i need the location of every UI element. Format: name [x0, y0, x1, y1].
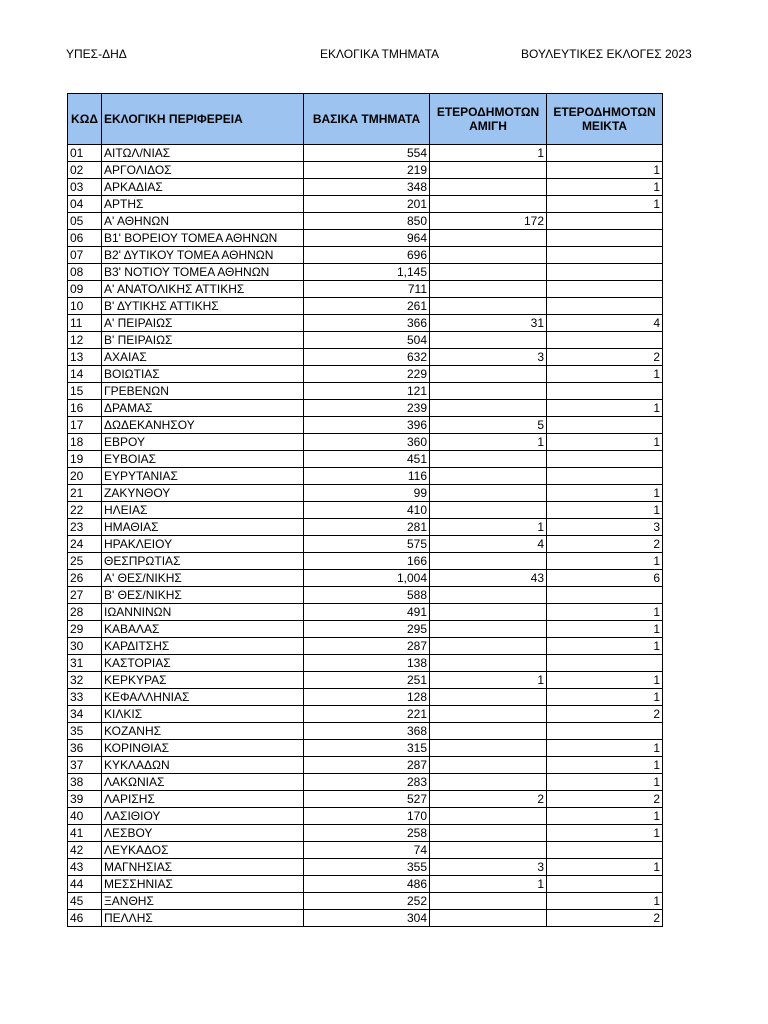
table-row — [68, 383, 663, 400]
basic-sections-cell: 201 — [304, 196, 430, 213]
header-non-resident-mixed: ΕΤΕΡΟΔΗΜΟΤΩΝ ΜΕΙΚΤΑ — [547, 94, 663, 145]
region-cell: Α' ΠΕΙΡΑΙΩΣ — [102, 315, 304, 332]
basic-sections-cell: 696 — [304, 247, 430, 264]
table-row — [68, 740, 663, 757]
region-cell: Β' ΘΕΣ/ΝΙΚΗΣ — [102, 587, 304, 604]
code-cell: 07 — [68, 247, 102, 264]
electoral-sections-table — [67, 93, 663, 927]
basic-sections-cell: 575 — [304, 536, 430, 553]
header-basic-sections: ΒΑΣΙΚΑ ΤΜΗΜΑΤΑ — [304, 94, 430, 145]
non-resident-pure-cell — [430, 587, 547, 604]
region-cell: ΗΛΕΙΑΣ — [102, 502, 304, 519]
non-resident-mixed-cell: 3 — [547, 519, 663, 536]
table-row — [68, 553, 663, 570]
table-row — [68, 451, 663, 468]
basic-sections-cell: 368 — [304, 723, 430, 740]
non-resident-mixed-cell — [547, 655, 663, 672]
basic-sections-cell: 588 — [304, 587, 430, 604]
non-resident-pure-cell — [430, 808, 547, 825]
table-row — [68, 706, 663, 723]
non-resident-mixed-cell — [547, 247, 663, 264]
non-resident-pure-cell — [430, 196, 547, 213]
non-resident-pure-cell: 5 — [430, 417, 547, 434]
region-cell: ΙΩΑΝΝΙΝΩΝ — [102, 604, 304, 621]
region-cell: ΗΜΑΘΙΑΣ — [102, 519, 304, 536]
basic-sections-cell: 396 — [304, 417, 430, 434]
region-cell: ΑΙΤΩΛ/ΝΙΑΣ — [102, 145, 304, 162]
basic-sections-cell: 850 — [304, 213, 430, 230]
region-cell: ΕΥΒΟΙΑΣ — [102, 451, 304, 468]
region-cell: ΚΟΡΙΝΘΙΑΣ — [102, 740, 304, 757]
non-resident-pure-cell: 1 — [430, 672, 547, 689]
code-cell: 42 — [68, 842, 102, 859]
region-cell: Β2' ΔΥΤΙΚΟΥ ΤΟΜΕΑ ΑΘΗΝΩΝ — [102, 247, 304, 264]
basic-sections-cell: 486 — [304, 876, 430, 893]
non-resident-pure-cell — [430, 451, 547, 468]
non-resident-pure-cell — [430, 655, 547, 672]
region-cell: Β' ΔΥΤΙΚΗΣ ΑΤΤΙΚΗΣ — [102, 298, 304, 315]
non-resident-mixed-cell — [547, 213, 663, 230]
table-row — [68, 859, 663, 876]
basic-sections-cell: 527 — [304, 791, 430, 808]
code-cell: 24 — [68, 536, 102, 553]
code-cell: 44 — [68, 876, 102, 893]
code-cell: 28 — [68, 604, 102, 621]
non-resident-pure-cell — [430, 264, 547, 281]
basic-sections-cell: 99 — [304, 485, 430, 502]
basic-sections-cell: 219 — [304, 162, 430, 179]
code-cell: 19 — [68, 451, 102, 468]
non-resident-mixed-cell: 1 — [547, 825, 663, 842]
non-resident-mixed-cell: 2 — [547, 349, 663, 366]
table-row — [68, 910, 663, 927]
non-resident-mixed-cell: 2 — [547, 706, 663, 723]
region-cell: ΑΡΓΟΛΙΔΟΣ — [102, 162, 304, 179]
code-cell: 27 — [68, 587, 102, 604]
region-cell: ΕΒΡΟΥ — [102, 434, 304, 451]
region-cell: ΔΡΑΜΑΣ — [102, 400, 304, 417]
region-cell: Β1' ΒΟΡΕΙΟΥ ΤΟΜΕΑ ΑΘΗΝΩΝ — [102, 230, 304, 247]
table-row — [68, 502, 663, 519]
table-row — [68, 723, 663, 740]
header-non-resident-pure: ΕΤΕΡΟΔΗΜΟΤΩΝ ΑΜΙΓΗ — [430, 94, 547, 145]
table-row — [68, 672, 663, 689]
code-cell: 46 — [68, 910, 102, 927]
basic-sections-cell: 355 — [304, 859, 430, 876]
non-resident-pure-cell: 4 — [430, 536, 547, 553]
table-row — [68, 400, 663, 417]
region-cell: ΛΑΚΩΝΙΑΣ — [102, 774, 304, 791]
basic-sections-cell: 116 — [304, 468, 430, 485]
code-cell: 09 — [68, 281, 102, 298]
non-resident-mixed-cell — [547, 145, 663, 162]
code-cell: 29 — [68, 621, 102, 638]
non-resident-mixed-cell — [547, 281, 663, 298]
non-resident-pure-cell: 1 — [430, 145, 547, 162]
non-resident-pure-cell — [430, 842, 547, 859]
basic-sections-cell: 287 — [304, 757, 430, 774]
table-row — [68, 434, 663, 451]
non-resident-mixed-cell: 1 — [547, 621, 663, 638]
code-cell: 34 — [68, 706, 102, 723]
non-resident-mixed-cell: 1 — [547, 859, 663, 876]
table-row — [68, 366, 663, 383]
basic-sections-cell: 121 — [304, 383, 430, 400]
non-resident-mixed-cell: 1 — [547, 179, 663, 196]
non-resident-pure-cell — [430, 247, 547, 264]
basic-sections-cell: 283 — [304, 774, 430, 791]
code-cell: 15 — [68, 383, 102, 400]
table-row — [68, 638, 663, 655]
table-row — [68, 315, 663, 332]
basic-sections-cell: 315 — [304, 740, 430, 757]
non-resident-pure-cell: 1 — [430, 519, 547, 536]
basic-sections-cell: 1,145 — [304, 264, 430, 281]
non-resident-pure-cell — [430, 298, 547, 315]
region-cell: Α' ΑΘΗΝΩΝ — [102, 213, 304, 230]
region-cell: ΖΑΚΥΝΘΟΥ — [102, 485, 304, 502]
table-row — [68, 808, 663, 825]
basic-sections-cell: 360 — [304, 434, 430, 451]
code-cell: 04 — [68, 196, 102, 213]
region-cell: Α' ΑΝΑΤΟΛΙΚΗΣ ΑΤΤΙΚΗΣ — [102, 281, 304, 298]
non-resident-mixed-cell: 1 — [547, 434, 663, 451]
table-row — [68, 179, 663, 196]
non-resident-pure-cell — [430, 502, 547, 519]
code-cell: 02 — [68, 162, 102, 179]
basic-sections-cell: 138 — [304, 655, 430, 672]
basic-sections-cell: 287 — [304, 638, 430, 655]
code-cell: 26 — [68, 570, 102, 587]
region-cell: ΞΑΝΘΗΣ — [102, 893, 304, 910]
table-row — [68, 485, 663, 502]
region-cell: ΛΕΥΚΑΔΟΣ — [102, 842, 304, 859]
code-cell: 16 — [68, 400, 102, 417]
non-resident-mixed-cell — [547, 298, 663, 315]
non-resident-pure-cell — [430, 825, 547, 842]
basic-sections-cell: 258 — [304, 825, 430, 842]
table-row — [68, 247, 663, 264]
region-cell: ΚΥΚΛΑΔΩΝ — [102, 757, 304, 774]
non-resident-mixed-cell: 2 — [547, 910, 663, 927]
non-resident-mixed-cell: 1 — [547, 638, 663, 655]
non-resident-pure-cell — [430, 468, 547, 485]
basic-sections-cell: 281 — [304, 519, 430, 536]
table-row — [68, 876, 663, 893]
non-resident-pure-cell — [430, 638, 547, 655]
non-resident-mixed-cell — [547, 230, 663, 247]
basic-sections-cell: 451 — [304, 451, 430, 468]
non-resident-pure-cell — [430, 230, 547, 247]
code-cell: 20 — [68, 468, 102, 485]
basic-sections-cell: 251 — [304, 672, 430, 689]
table-row — [68, 774, 663, 791]
code-cell: 22 — [68, 502, 102, 519]
table-row — [68, 349, 663, 366]
non-resident-mixed-cell — [547, 451, 663, 468]
basic-sections-cell: 410 — [304, 502, 430, 519]
non-resident-mixed-cell — [547, 264, 663, 281]
code-cell: 31 — [68, 655, 102, 672]
non-resident-pure-cell — [430, 757, 547, 774]
non-resident-pure-cell — [430, 893, 547, 910]
table-row — [68, 298, 663, 315]
non-resident-pure-cell — [430, 689, 547, 706]
basic-sections-cell: 554 — [304, 145, 430, 162]
non-resident-pure-cell — [430, 366, 547, 383]
region-cell: ΛΑΣΙΘΙΟΥ — [102, 808, 304, 825]
region-cell: ΚΟΖΑΝΗΣ — [102, 723, 304, 740]
code-cell: 39 — [68, 791, 102, 808]
region-cell: Β3' ΝΟΤΙΟΥ ΤΟΜΕΑ ΑΘΗΝΩΝ — [102, 264, 304, 281]
non-resident-pure-cell: 1 — [430, 876, 547, 893]
non-resident-pure-cell: 43 — [430, 570, 547, 587]
table-row — [68, 893, 663, 910]
table-row — [68, 468, 663, 485]
region-cell: ΚΙΛΚΙΣ — [102, 706, 304, 723]
non-resident-pure-cell — [430, 723, 547, 740]
region-cell: ΓΡΕΒΕΝΩΝ — [102, 383, 304, 400]
table-row — [68, 196, 663, 213]
code-cell: 43 — [68, 859, 102, 876]
non-resident-pure-cell — [430, 281, 547, 298]
table-row — [68, 162, 663, 179]
table-row — [68, 519, 663, 536]
basic-sections-cell: 74 — [304, 842, 430, 859]
header-code: ΚΩΔ — [68, 94, 102, 145]
code-cell: 08 — [68, 264, 102, 281]
region-cell: ΑΧΑΙΑΣ — [102, 349, 304, 366]
code-cell: 17 — [68, 417, 102, 434]
code-cell: 23 — [68, 519, 102, 536]
non-resident-pure-cell — [430, 383, 547, 400]
code-cell: 40 — [68, 808, 102, 825]
non-resident-mixed-cell — [547, 417, 663, 434]
table-row — [68, 587, 663, 604]
table-row — [68, 145, 663, 162]
non-resident-mixed-cell — [547, 842, 663, 859]
non-resident-mixed-cell: 1 — [547, 366, 663, 383]
code-cell: 30 — [68, 638, 102, 655]
non-resident-pure-cell — [430, 553, 547, 570]
non-resident-pure-cell: 172 — [430, 213, 547, 230]
basic-sections-cell: 128 — [304, 689, 430, 706]
non-resident-mixed-cell: 1 — [547, 689, 663, 706]
table-row — [68, 689, 663, 706]
basic-sections-cell: 348 — [304, 179, 430, 196]
table-row — [68, 213, 663, 230]
region-cell: ΛΑΡΙΣΗΣ — [102, 791, 304, 808]
table-row — [68, 757, 663, 774]
region-cell: ΕΥΡΥΤΑΝΙΑΣ — [102, 468, 304, 485]
non-resident-mixed-cell: 1 — [547, 502, 663, 519]
table-row — [68, 842, 663, 859]
basic-sections-cell: 166 — [304, 553, 430, 570]
header-center-text: ΕΚΛΟΓΙΚΑ ΤΜΗΜΑΤΑ — [320, 47, 440, 61]
header-left-text: ΥΠΕΣ-ΔΗΔ — [66, 47, 127, 61]
code-cell: 05 — [68, 213, 102, 230]
code-cell: 12 — [68, 332, 102, 349]
basic-sections-cell: 366 — [304, 315, 430, 332]
basic-sections-cell: 711 — [304, 281, 430, 298]
basic-sections-cell: 261 — [304, 298, 430, 315]
non-resident-mixed-cell: 1 — [547, 162, 663, 179]
non-resident-pure-cell — [430, 485, 547, 502]
region-cell: ΗΡΑΚΛΕΙΟΥ — [102, 536, 304, 553]
non-resident-mixed-cell — [547, 876, 663, 893]
non-resident-mixed-cell: 1 — [547, 196, 663, 213]
non-resident-pure-cell: 2 — [430, 791, 547, 808]
region-cell: ΜΕΣΣΗΝΙΑΣ — [102, 876, 304, 893]
non-resident-pure-cell: 3 — [430, 349, 547, 366]
table-row — [68, 281, 663, 298]
code-cell: 10 — [68, 298, 102, 315]
code-cell: 01 — [68, 145, 102, 162]
code-cell: 35 — [68, 723, 102, 740]
region-cell: ΒΟΙΩΤΙΑΣ — [102, 366, 304, 383]
region-cell: ΚΑΒΑΛΑΣ — [102, 621, 304, 638]
table-row — [68, 264, 663, 281]
basic-sections-cell: 221 — [304, 706, 430, 723]
non-resident-mixed-cell: 1 — [547, 757, 663, 774]
non-resident-pure-cell — [430, 774, 547, 791]
non-resident-mixed-cell: 1 — [547, 774, 663, 791]
non-resident-pure-cell: 1 — [430, 434, 547, 451]
non-resident-mixed-cell — [547, 332, 663, 349]
non-resident-mixed-cell: 1 — [547, 808, 663, 825]
region-cell: ΚΑΣΤΟΡΙΑΣ — [102, 655, 304, 672]
region-cell: ΘΕΣΠΡΩΤΙΑΣ — [102, 553, 304, 570]
non-resident-pure-cell — [430, 740, 547, 757]
code-cell: 33 — [68, 689, 102, 706]
non-resident-pure-cell: 31 — [430, 315, 547, 332]
code-cell: 14 — [68, 366, 102, 383]
non-resident-pure-cell: 3 — [430, 859, 547, 876]
non-resident-mixed-cell: 1 — [547, 604, 663, 621]
non-resident-mixed-cell: 6 — [547, 570, 663, 587]
non-resident-pure-cell — [430, 706, 547, 723]
header-right-text: ΒΟΥΛΕΥΤΙΚΕΣ ΕΚΛΟΓΕΣ 2023 — [521, 47, 692, 61]
table-row — [68, 570, 663, 587]
region-cell: Α' ΘΕΣ/ΝΙΚΗΣ — [102, 570, 304, 587]
code-cell: 32 — [68, 672, 102, 689]
non-resident-pure-cell — [430, 604, 547, 621]
code-cell: 25 — [68, 553, 102, 570]
non-resident-mixed-cell: 1 — [547, 553, 663, 570]
basic-sections-cell: 632 — [304, 349, 430, 366]
region-cell: Β' ΠΕΙΡΑΙΩΣ — [102, 332, 304, 349]
table-row — [68, 417, 663, 434]
basic-sections-cell: 229 — [304, 366, 430, 383]
table-row — [68, 825, 663, 842]
code-cell: 11 — [68, 315, 102, 332]
code-cell: 13 — [68, 349, 102, 366]
table-header-row — [68, 94, 663, 145]
non-resident-mixed-cell: 1 — [547, 740, 663, 757]
non-resident-mixed-cell: 1 — [547, 893, 663, 910]
non-resident-mixed-cell: 2 — [547, 536, 663, 553]
non-resident-mixed-cell: 4 — [547, 315, 663, 332]
basic-sections-cell: 252 — [304, 893, 430, 910]
table-row — [68, 230, 663, 247]
code-cell: 45 — [68, 893, 102, 910]
region-cell: ΚΕΦΑΛΛΗΝΙΑΣ — [102, 689, 304, 706]
region-cell: ΜΑΓΝΗΣΙΑΣ — [102, 859, 304, 876]
region-cell: ΑΡΤΗΣ — [102, 196, 304, 213]
basic-sections-cell: 504 — [304, 332, 430, 349]
table-row — [68, 621, 663, 638]
basic-sections-cell: 170 — [304, 808, 430, 825]
non-resident-mixed-cell — [547, 587, 663, 604]
basic-sections-cell: 239 — [304, 400, 430, 417]
basic-sections-cell: 491 — [304, 604, 430, 621]
region-cell: ΚΑΡΔΙΤΣΗΣ — [102, 638, 304, 655]
non-resident-mixed-cell: 2 — [547, 791, 663, 808]
code-cell: 41 — [68, 825, 102, 842]
header-region: ΕΚΛΟΓΙΚΗ ΠΕΡΙΦΕΡΕΙΑ — [102, 94, 304, 145]
table-row — [68, 655, 663, 672]
code-cell: 21 — [68, 485, 102, 502]
code-cell: 38 — [68, 774, 102, 791]
non-resident-mixed-cell — [547, 468, 663, 485]
basic-sections-cell: 964 — [304, 230, 430, 247]
basic-sections-cell: 295 — [304, 621, 430, 638]
non-resident-pure-cell — [430, 910, 547, 927]
code-cell: 03 — [68, 179, 102, 196]
table-row — [68, 332, 663, 349]
region-cell: ΠΕΛΛΗΣ — [102, 910, 304, 927]
region-cell: ΑΡΚΑΔΙΑΣ — [102, 179, 304, 196]
non-resident-pure-cell — [430, 332, 547, 349]
code-cell: 36 — [68, 740, 102, 757]
non-resident-pure-cell — [430, 162, 547, 179]
code-cell: 37 — [68, 757, 102, 774]
basic-sections-cell: 1,004 — [304, 570, 430, 587]
non-resident-mixed-cell: 1 — [547, 485, 663, 502]
non-resident-pure-cell — [430, 400, 547, 417]
region-cell: ΚΕΡΚΥΡΑΣ — [102, 672, 304, 689]
table-row — [68, 536, 663, 553]
non-resident-pure-cell — [430, 621, 547, 638]
region-cell: ΔΩΔΕΚΑΝΗΣΟΥ — [102, 417, 304, 434]
non-resident-mixed-cell: 1 — [547, 672, 663, 689]
table-row — [68, 791, 663, 808]
basic-sections-cell: 304 — [304, 910, 430, 927]
non-resident-mixed-cell: 1 — [547, 400, 663, 417]
code-cell: 06 — [68, 230, 102, 247]
region-cell: ΛΕΣΒΟΥ — [102, 825, 304, 842]
non-resident-mixed-cell — [547, 383, 663, 400]
non-resident-mixed-cell — [547, 723, 663, 740]
table-row — [68, 604, 663, 621]
non-resident-pure-cell — [430, 179, 547, 196]
code-cell: 18 — [68, 434, 102, 451]
